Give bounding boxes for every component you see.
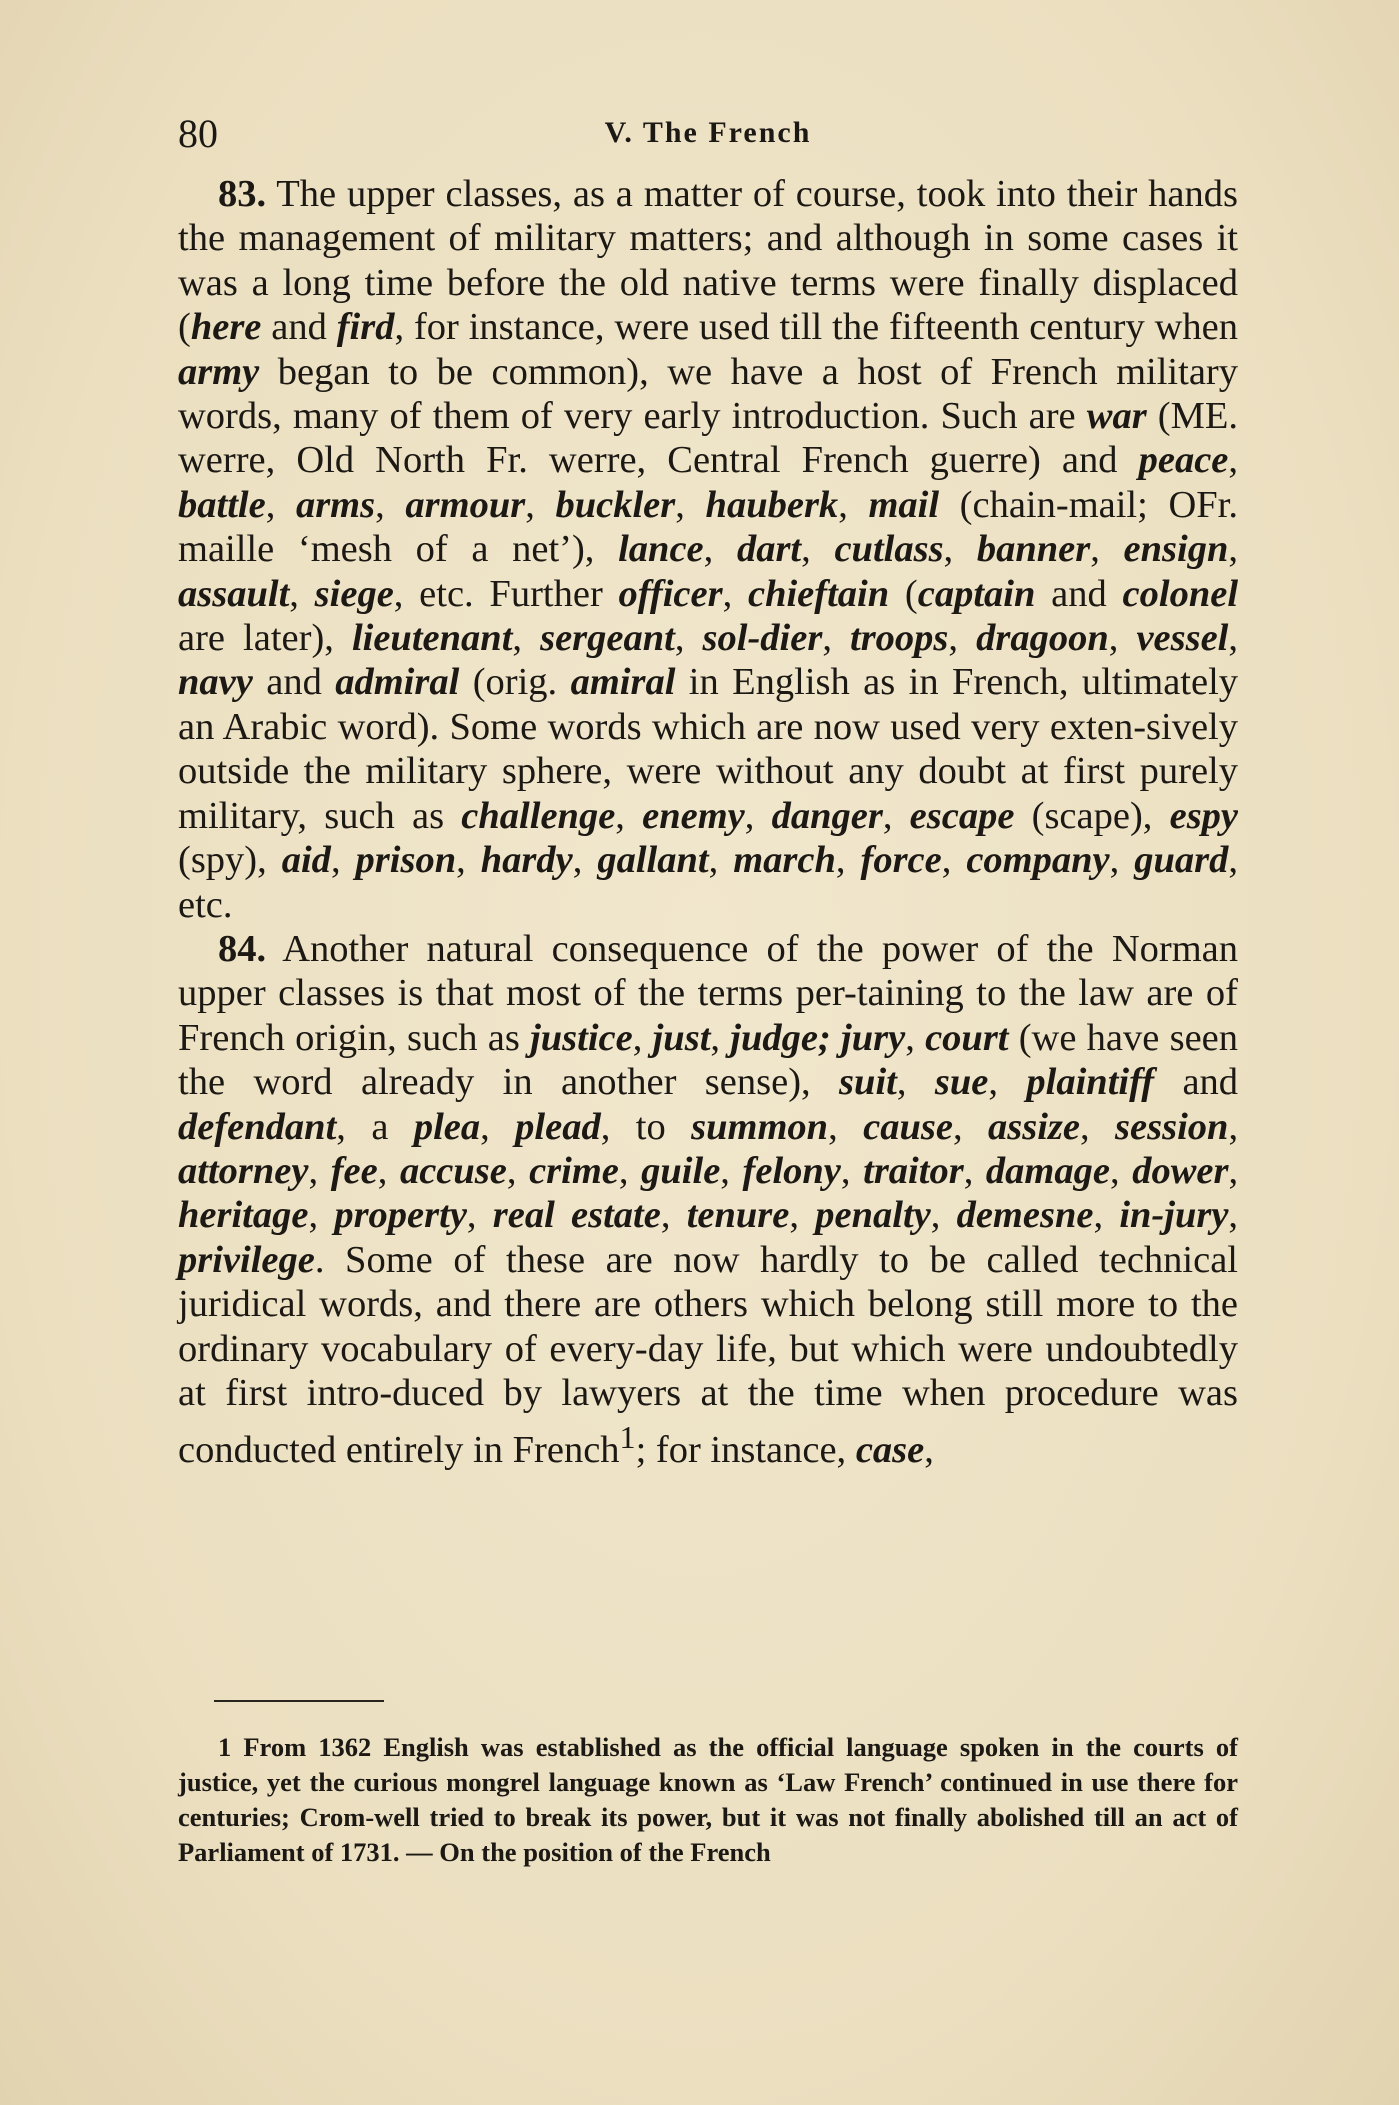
italic-term: heritage — [178, 1194, 309, 1237]
text-run: and — [261, 306, 337, 349]
italic-term: vessel — [1136, 617, 1229, 660]
italic-term: in-jury — [1119, 1194, 1229, 1237]
text-run: , — [289, 572, 315, 615]
text-run: , — [675, 483, 706, 526]
italic-term: siege — [314, 572, 394, 615]
italic-term: crime — [529, 1149, 619, 1192]
italic-term: march — [733, 839, 836, 882]
italic-term: lance — [618, 528, 704, 571]
text-run: and — [1154, 1061, 1239, 1104]
italic-term: traitor — [863, 1149, 964, 1192]
text-run: , — [828, 1105, 864, 1148]
text-run: , — [988, 1061, 1027, 1104]
italic-term: buckler — [555, 483, 676, 526]
italic-term: plead — [515, 1105, 601, 1148]
italic-term: espy — [1169, 794, 1239, 837]
italic-term: war — [1086, 395, 1147, 438]
italic-term: sue — [934, 1061, 989, 1104]
italic-term: justice — [530, 1016, 633, 1059]
italic-term: amiral — [570, 661, 676, 704]
italic-term: felony — [742, 1149, 841, 1192]
italic-term: armour — [405, 483, 526, 526]
italic-term: judge; jury — [730, 1016, 906, 1059]
paragraph-83 — [178, 172, 1238, 927]
text-run: , — [882, 794, 910, 837]
italic-term: challenge — [461, 794, 616, 837]
italic-term: company — [966, 839, 1110, 882]
italic-term: plaintiff — [1026, 1061, 1155, 1104]
italic-term: property — [334, 1194, 467, 1237]
text-run: , — [722, 572, 748, 615]
italic-term: sergeant — [540, 617, 675, 660]
italic-term: sol-dier — [702, 617, 823, 660]
text-run: , — [710, 1016, 731, 1059]
text-run: (orig. — [459, 661, 571, 704]
text-run: , — [308, 1194, 335, 1237]
text-run: , a — [336, 1105, 414, 1148]
text-run: , — [963, 1149, 986, 1192]
text-run: , — [943, 528, 977, 571]
text-run: , — [703, 528, 737, 571]
italic-term: lieutenant — [351, 617, 513, 660]
body-text — [178, 172, 1238, 1473]
page-header — [178, 110, 1238, 170]
italic-term: danger — [771, 794, 883, 837]
italic-term: hardy — [480, 839, 573, 882]
text-run: (ME. werre, Old North Fr. werre, Central French guerre) and — [178, 395, 1239, 482]
text-run: , — [1228, 1105, 1239, 1148]
text-run: in English as in French, ultimately an Arabic word). Some words which are now used very exten-sively outside the military sphere, were without any doubt at first purely military, such as — [178, 661, 1239, 837]
text-run: , — [456, 839, 481, 882]
italic-term: battle — [178, 483, 266, 526]
italic-term: dower — [1132, 1149, 1229, 1192]
italic-term: plea — [413, 1105, 481, 1148]
text-run: , — [615, 794, 643, 837]
italic-term: accuse — [399, 1149, 507, 1192]
text-run: , — [512, 617, 541, 660]
text-run: , — [835, 839, 861, 882]
italic-term: troops — [850, 617, 949, 660]
text-run: , — [660, 1194, 687, 1237]
text-run: , — [525, 483, 556, 526]
text-run: are later), — [178, 617, 352, 660]
text-run: , — [708, 839, 734, 882]
text-run: , — [480, 1105, 516, 1148]
italic-term: dragoon — [976, 617, 1109, 660]
text-run: (scape), — [1014, 794, 1170, 837]
text-run: , — [952, 1105, 988, 1148]
footnote-1: 1 From 1362 English was established as the official language spoken in the courts of justice, yet the curious mongrel language known as ‘Law French’ continued in use there for centuries; Crom-well tried to break its power, but it was not finally abolished till an act of Parliament of 1731. — On the position of the French — [178, 1732, 1238, 1867]
text-run: , — [840, 1149, 864, 1192]
text-run: , — [924, 1429, 934, 1472]
text-run: , — [930, 1194, 957, 1237]
italic-term: summon — [691, 1105, 829, 1148]
text-run: , — [1228, 617, 1239, 660]
text-run: , — [905, 1016, 926, 1059]
italic-term: hauberk — [705, 483, 839, 526]
text-run: , — [308, 1149, 331, 1192]
italic-term: case — [855, 1429, 925, 1472]
italic-term: prison — [355, 839, 457, 882]
text-run: , — [377, 1149, 400, 1192]
footnote-marker: 1 — [619, 1419, 636, 1456]
text-run: , — [1109, 839, 1135, 882]
italic-term: aid — [281, 839, 331, 882]
italic-term: fee — [330, 1149, 378, 1192]
italic-term: enemy — [642, 794, 745, 837]
text-run: , — [1109, 1149, 1133, 1192]
italic-term: defendant — [178, 1105, 337, 1148]
italic-term: session — [1115, 1105, 1229, 1148]
italic-term: dart — [736, 528, 802, 571]
italic-term: penalty — [815, 1194, 931, 1237]
text-run: , — [941, 839, 967, 882]
italic-term: suit — [839, 1061, 897, 1104]
italic-term: gallant — [597, 839, 709, 882]
text-run: , etc. Further — [393, 572, 619, 615]
text-run: . Some of these are now hardly to be called technical juridical words, and there are others which belong still more to the ordinary vocabulary of every-day life, but which were undoubtedly at first intro-duced by lawyers at the time when procedure was conducted entirely in French — [178, 1238, 1238, 1472]
text-run: (we have seen the word already in another sense), — [178, 1016, 1238, 1104]
text-run: , — [1079, 1105, 1116, 1148]
italic-term: ensign — [1123, 528, 1229, 571]
text-run: , — [801, 528, 835, 571]
footnotes — [178, 1730, 1238, 1870]
text-run: , — [572, 839, 598, 882]
paragraph-number: 83. — [218, 173, 267, 215]
text-run: , — [822, 617, 850, 660]
text-run: , — [1228, 1149, 1239, 1192]
italic-term: real estate — [492, 1194, 661, 1237]
text-run: , — [1093, 1194, 1120, 1237]
text-run: , — [1228, 439, 1238, 482]
text-run: (spy), — [178, 839, 282, 882]
italic-term: fird — [336, 306, 395, 349]
text-run: , — [948, 617, 977, 660]
italic-term: privilege — [178, 1238, 315, 1281]
text-run: , — [1228, 528, 1239, 571]
text-run: and — [1035, 572, 1123, 615]
text-run: , — [506, 1149, 530, 1192]
text-run: , for instance, were used till the fifteenth century when — [394, 306, 1238, 349]
italic-term: army — [178, 350, 260, 393]
paragraph-number: 84. — [218, 927, 267, 970]
page-number: 80 — [178, 111, 218, 156]
italic-term: mail — [868, 483, 940, 526]
text-run: The upper classes, as a matter of course, took into their hands the management of military matters; and although in some cases it was a long time before the old native terms were finally displaced ( — [178, 173, 1238, 349]
text-run: , — [838, 483, 869, 526]
italic-term: navy — [178, 661, 253, 704]
italic-term: colonel — [1122, 572, 1239, 615]
italic-term: captain — [917, 572, 1036, 615]
italic-term: arms — [295, 483, 376, 526]
text-run: Another natural consequence of the power of the Norman upper classes is that most of the terms per-taining to the law are of French origin, such as — [178, 927, 1238, 1059]
text-run: began to be common), we have a host of French military words, many of them of very early introduction. Such are — [178, 350, 1238, 438]
italic-term: attorney — [178, 1149, 309, 1192]
text-run: , — [632, 1016, 653, 1059]
text-run: , — [674, 617, 703, 660]
text-run: , — [1108, 617, 1137, 660]
text-run: , — [375, 483, 406, 526]
italic-term: court — [925, 1016, 1009, 1059]
italic-term: damage — [985, 1149, 1110, 1192]
italic-term: tenure — [686, 1194, 790, 1237]
footnote-divider — [214, 1700, 384, 1702]
text-run: , — [744, 794, 772, 837]
italic-term: cause — [863, 1105, 953, 1148]
italic-term: assize — [988, 1105, 1080, 1148]
italic-term: guard — [1134, 839, 1229, 882]
text-run: , etc. — [178, 839, 1239, 926]
text-run: , — [618, 1149, 642, 1192]
text-run: , — [330, 839, 356, 882]
italic-term: cutlass — [834, 528, 944, 571]
text-run: ; for instance, — [635, 1429, 856, 1472]
italic-term: guile — [641, 1149, 721, 1192]
text-run: , — [265, 483, 296, 526]
italic-term: chieftain — [747, 572, 890, 615]
paragraph-84 — [178, 927, 1238, 1473]
italic-term: assault — [178, 572, 290, 615]
italic-term: here — [190, 306, 262, 349]
italic-term: demesne — [956, 1194, 1094, 1237]
italic-term: officer — [618, 572, 723, 615]
running-title: V. The French — [604, 116, 812, 149]
italic-term: force — [860, 839, 942, 882]
text-run: , — [1090, 528, 1124, 571]
text-run: , — [1228, 1194, 1239, 1237]
text-run: , — [466, 1194, 493, 1237]
text-run: , — [789, 1194, 816, 1237]
text-run: , to — [600, 1105, 692, 1148]
text-run: , — [896, 1061, 935, 1104]
italic-term: escape — [909, 794, 1015, 837]
text-run: , — [720, 1149, 743, 1192]
italic-term: admiral — [335, 661, 460, 704]
italic-term: banner — [976, 528, 1091, 571]
text-run: ( — [889, 572, 918, 615]
italic-term: just — [652, 1016, 711, 1059]
text-run: and — [252, 661, 336, 704]
text-run: (chain-mail; OFr. maille ‘mesh of a net’), — [178, 483, 1238, 571]
italic-term: peace — [1138, 439, 1229, 482]
